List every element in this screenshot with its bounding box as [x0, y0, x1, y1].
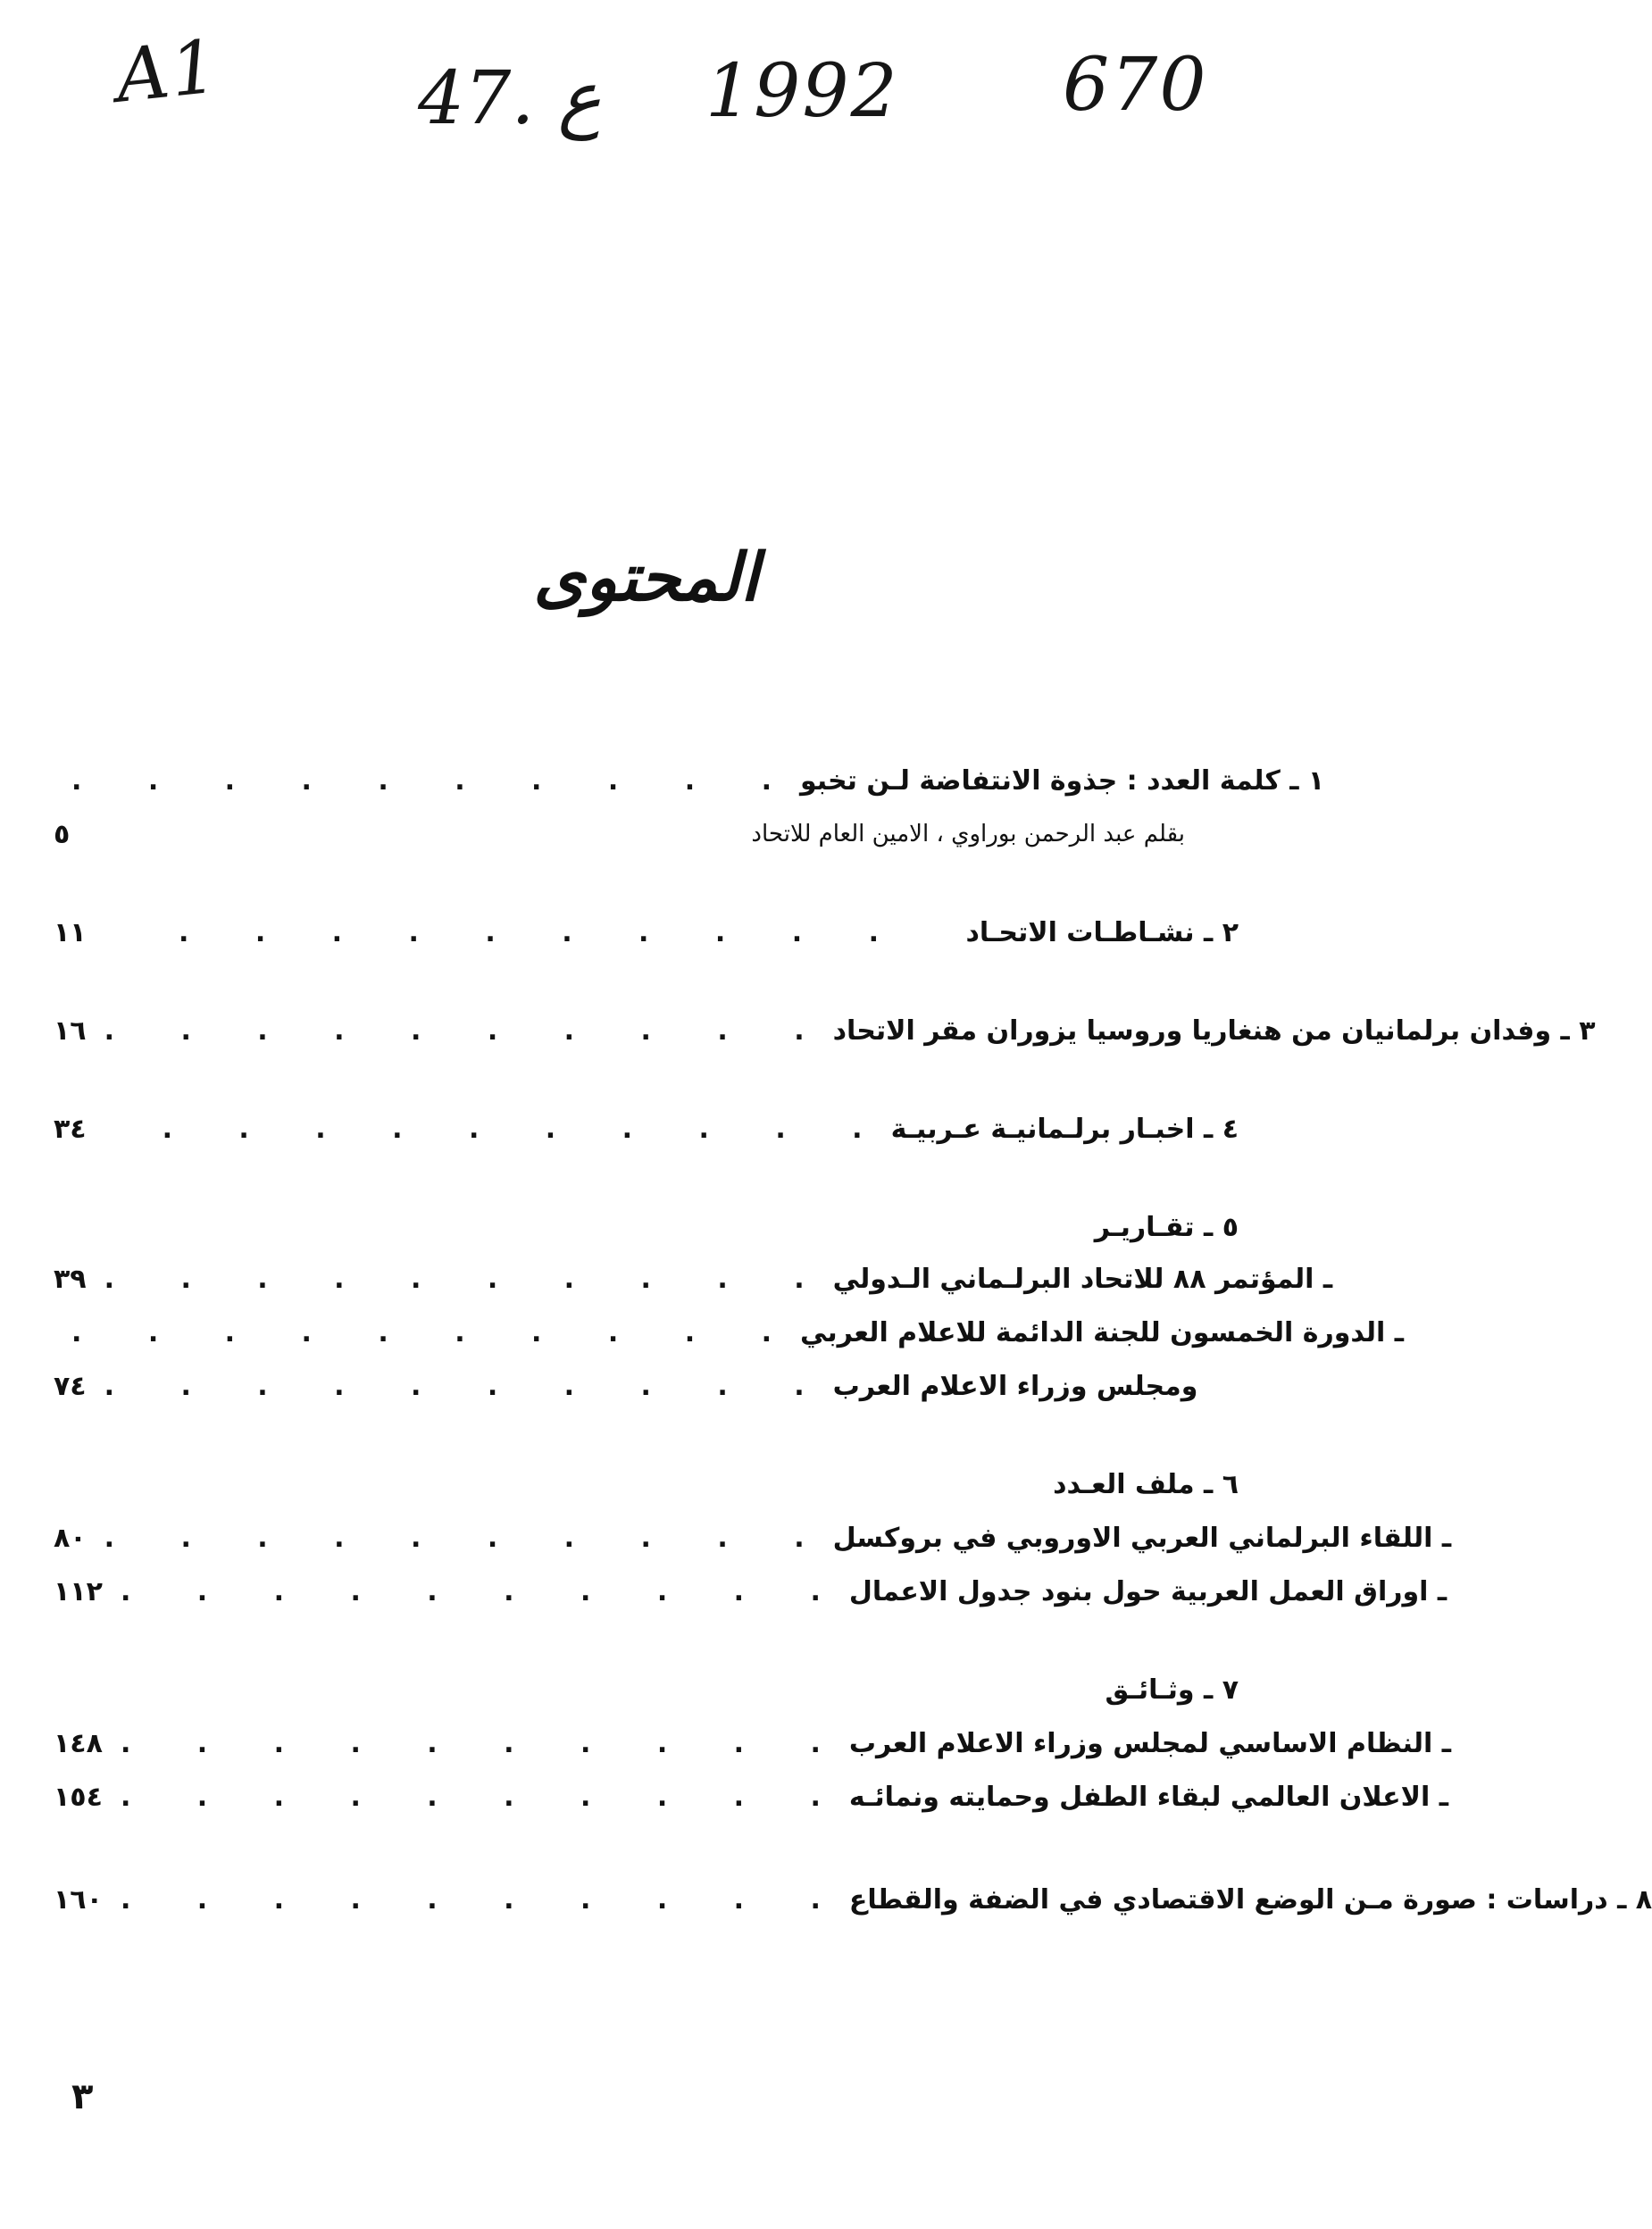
toc-leader: . . . . . . . . . .	[120, 1781, 849, 1813]
handwritten-volume: 47. ع	[418, 56, 602, 141]
toc-page: ١١	[54, 916, 87, 948]
toc-leader: . . . . . . . . . .	[71, 764, 800, 797]
toc-leader: . . . . . . . . . .	[104, 1522, 833, 1554]
toc-leader: . . . . . . . . . .	[71, 1316, 800, 1348]
toc-entry	[54, 1253, 1333, 1305]
toc-entry	[54, 1005, 1596, 1056]
handwritten-number: 670	[1063, 43, 1208, 128]
toc-title: ومجلس وزراء الاعلام العرب	[832, 1370, 1198, 1402]
toc-entry	[54, 1717, 1451, 1769]
toc-page: ١٤٨	[54, 1727, 103, 1759]
toc-page: ٨٠	[54, 1522, 87, 1554]
toc-page: ٧٤	[54, 1370, 87, 1402]
toc-page: ١٥٤	[54, 1781, 103, 1813]
toc-section-heading	[54, 1201, 1239, 1253]
toc-leader: . . . . . . . . . .	[104, 1014, 833, 1047]
toc-leader: . . . . . . . . . .	[120, 1727, 849, 1759]
toc-leader: . . . . . . . . . .	[120, 1883, 849, 1916]
toc-entry	[54, 1771, 1448, 1823]
handwritten-year: 1992	[705, 49, 899, 134]
toc-title: ٤ ـ اخبـار برلـمانيـة عـربيـة	[890, 1113, 1239, 1145]
toc-entry	[54, 808, 1239, 860]
toc-entry	[54, 755, 1325, 806]
toc-entry	[54, 1360, 1239, 1412]
toc-title: ـ المؤتمر ٨٨ للاتحاد البرلـماني الـدولي	[832, 1263, 1333, 1295]
toc-entry	[54, 1565, 1448, 1617]
page-number: ٣	[71, 2076, 94, 2117]
toc-title: بقلم عبد الرحمن بوراوي ، الامين العام للاتحاد	[751, 821, 1185, 847]
toc-leader: . . . . . . . . . .	[104, 1370, 833, 1402]
toc-leader: . . . . . . . . . .	[162, 1113, 891, 1145]
toc-page: ٥	[54, 818, 71, 850]
toc-title: ٧ ـ وثـائـق	[1105, 1674, 1239, 1706]
toc-page: ٣٤	[54, 1113, 87, 1145]
toc-leader: . . . . . . . . . .	[179, 916, 907, 948]
toc-title: ٣ ـ وفدان برلمانيان من هنغاريا وروسيا يزوران مقر الاتحاد	[832, 1014, 1596, 1047]
toc-title: ـ اللقاء البرلماني العربي الاوروبي في بروكسل	[832, 1522, 1452, 1554]
toc-title: ٥ ـ تقـاريـر	[1094, 1211, 1239, 1243]
toc-entry	[54, 1103, 1239, 1155]
toc-entry	[54, 906, 1239, 958]
toc-leader: . . . . . . . . . .	[120, 1575, 849, 1607]
toc-title: ـ الاعلان العالمي لبقاء الطفل وحمايته ونمائـه	[848, 1781, 1448, 1813]
toc-entry	[54, 1307, 1404, 1358]
toc-title: ٨ ـ دراسات : صورة مـن الوضع الاقتصادي في الضفة والقطاع	[848, 1883, 1652, 1916]
toc-title: ـ اوراق العمل العربية حول بنود جدول الاعمال	[848, 1575, 1448, 1607]
toc-entry	[54, 1874, 1652, 1925]
toc-page: ١٦	[54, 1014, 87, 1047]
toc-page: ٣٩	[54, 1263, 87, 1295]
toc-leader: . . . . . . . . . .	[104, 1263, 833, 1295]
page-title: المحتوى	[533, 539, 759, 616]
toc-page: ١١٢	[54, 1575, 103, 1607]
toc-entry	[54, 1512, 1452, 1564]
toc-section-heading	[54, 1458, 1239, 1510]
toc-title: ٢ ـ نشـاطـات الاتحـاد	[965, 916, 1239, 948]
toc-section-heading	[54, 1664, 1239, 1716]
handwritten-code: A1	[112, 24, 223, 120]
toc-title: ٦ ـ ملف العـدد	[1053, 1468, 1239, 1500]
toc-title: ـ النظام الاساسي لمجلس وزراء الاعلام العرب	[848, 1727, 1451, 1759]
toc-title: ـ الدورة الخمسون للجنة الدائمة للاعلام العربي	[799, 1316, 1404, 1348]
toc-title: ١ ـ كلمة العدد : جذوة الانتفاضة لـن تخبو	[799, 764, 1325, 797]
toc-page: ١٦٠	[54, 1883, 103, 1916]
